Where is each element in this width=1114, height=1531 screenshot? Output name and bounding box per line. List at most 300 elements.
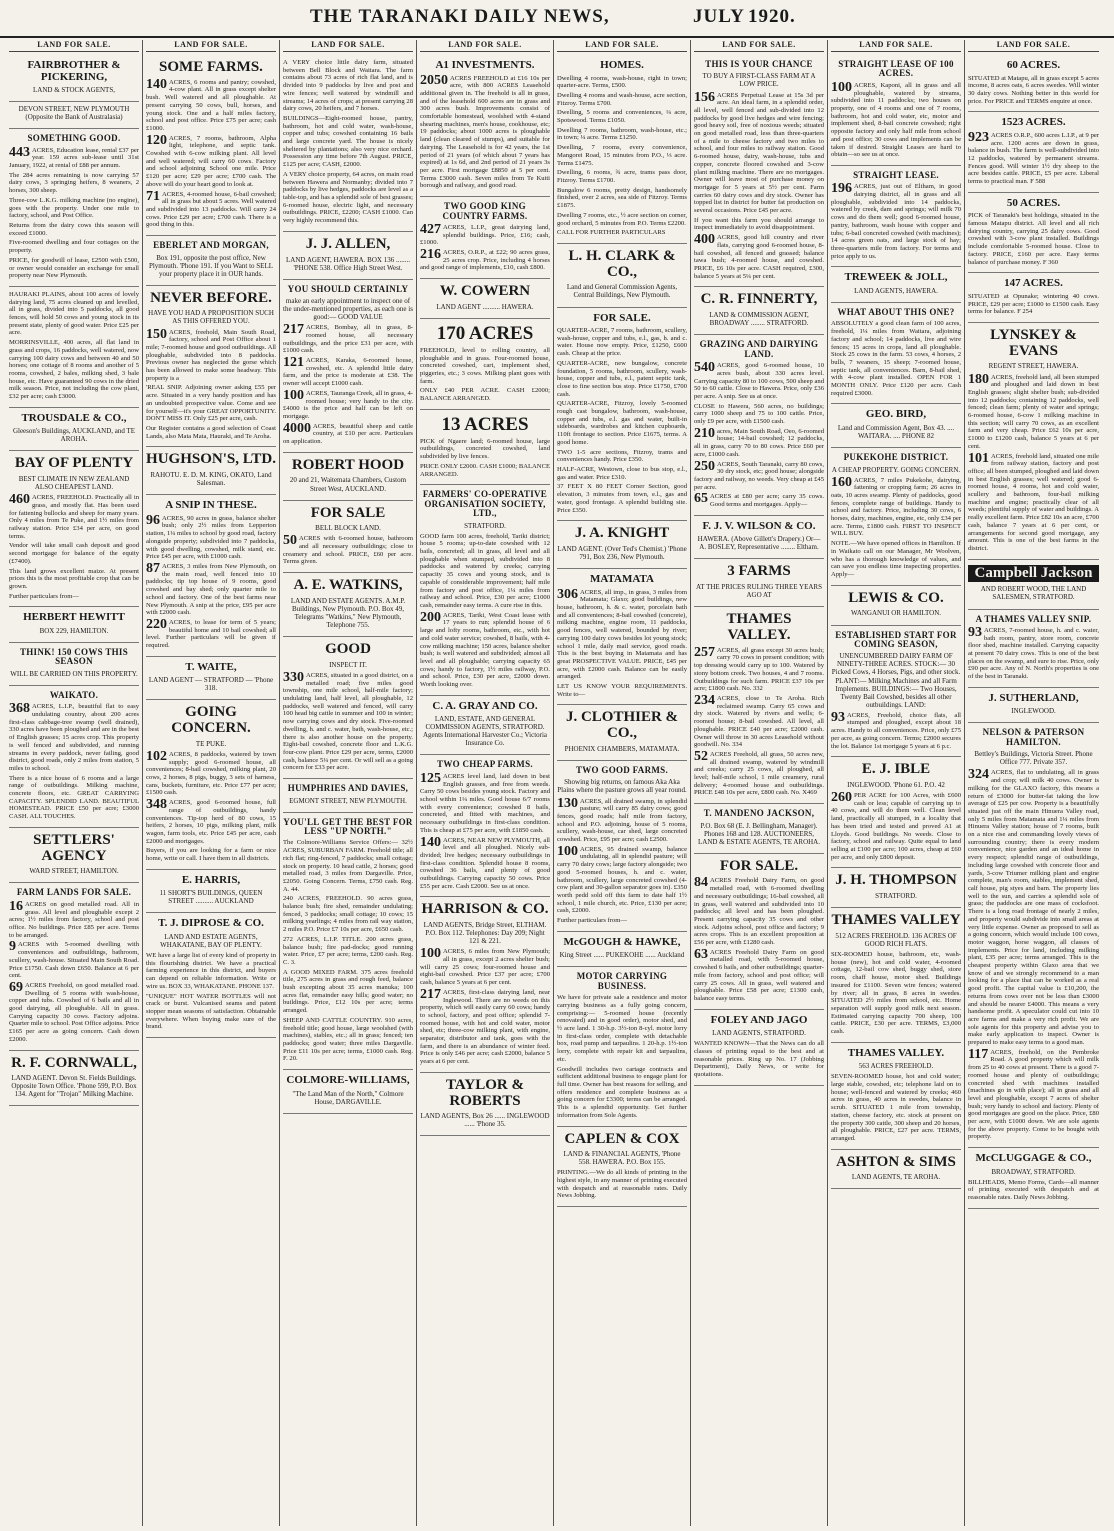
ad-paragraph: [9, 257, 139, 280]
ad-text: SEVEN-ROOMED house, hot and cold water; large stable, cowshed, etc; telephone laid on to house; well-fenced and watered by creeks; 460 acres in grass, 40 acres in swedes, balance in scrub. SITUATED 1 mile from township, station, cheese factory, etc. stock at present on the property 300 cattle, 300 sheep and 20 horses, all ploughable. PRICE, £27 per acre. TERMS, arranged.: [831, 1073, 961, 1142]
ad-paragraph: [968, 129, 1099, 186]
ad-text: ACRES Freehold Dairy Farm, on good metalled road, with 6-roomed dwelling and necessary outbuildings; 16-bail cowshed, all in grass, well watered and subdivided into 10 paddocks; all level and has been ploughed. Present carrying capacity 35 cows and other stock. Adjoins school, post office and factory; 9 acres crops. This is an excellent proposition at £56 per acre, with £1280 cash.: [694, 877, 824, 947]
ad-text: SHEEP AND CATTLE COUNTRY. 910 acres, freehold title; good house, large woolshed (with machines), stables, etc.; all in grass; fenced; ten paddocks; good water; three miles Dargaville. Price £11 10s per acre; terms, £1000 cash. Reg. F. 20.: [283, 1016, 413, 1063]
ad-paragraph: [420, 463, 550, 478]
advertisement: [831, 404, 961, 448]
ad-subtitle: REGENT STREET, HAWERA.: [988, 362, 1079, 371]
ad-text: PICK of Ngaere land; 6-roomed house, large outbuildings, concreted cowshed, land subdivided by live fences.: [420, 437, 550, 461]
ad-text: BILLHEADS, Memo Forms, Cards—all manner of printing executed with despatch and at reasonable rates. Daily News Jobbing.: [968, 1178, 1099, 1202]
ad-text: ACRES, to lease for term of 5 years; beautiful home and 10 bail cowshed; all level. Further particulars will be given if required.: [146, 618, 276, 650]
ad-subtitle: LAND AGENT — STRATFORD — 'Phone 318.: [148, 676, 274, 693]
ad-paragraph: [283, 669, 413, 772]
advertisement: [968, 723, 1099, 1148]
ad-title: FOR SALE: [310, 504, 386, 521]
column-8: [965, 40, 1102, 1526]
ad-subtitle: LAND & STOCK AGENTS,: [33, 86, 115, 95]
ad-title: HERBERT HEWITT: [23, 611, 125, 624]
ad-paragraph: [9, 494, 139, 540]
column-5: [554, 40, 691, 1526]
acreage-figure: 400: [694, 232, 715, 248]
ad-text: ACRES Freehold Dairy Farm on good metalled road, with 5-roomed house, cowshed 6 bails, and other outbuildings; quarter-mile from factory, school and post office; will carry 25 cows. All in grass, well watered and ploughable. Price £58 per acre; £1300 cash, balance easy terms.: [694, 948, 824, 1002]
ad-title: SOMETHING GOOD.: [27, 133, 121, 144]
ad-text: ACRES on good metalled road. All in grass. All level and ploughable except 2 acres; 1½ miles from factory, school and post office. No buildings. Price £85 per acre. Terms to be arranged.: [9, 900, 139, 939]
ad-title: 170 ACRES: [436, 322, 534, 344]
ad-paragraph: [557, 212, 687, 227]
ad-text: SITUATED at Opunake; wintering 40 cows. PRICE, £29 per acre; £1000 to £1500 cash. Easy terms for balance. F 254: [968, 292, 1099, 316]
ad-paragraph: [9, 197, 139, 220]
ad-text: Dwelling 4 rooms, wash-house, right in town; quarter-acre. Terms, £500.: [557, 74, 687, 90]
ad-subtitle: BEST CLIMATE IN NEW ZEALAND ALSO CHEAPEST LAND.: [18, 475, 130, 492]
masthead-month: JULY: [693, 6, 745, 27]
ad-paragraph: [694, 946, 824, 1003]
ad-text: ONLY £40 PER ACRE. CASH £2000; BALANCE ARRANGED.: [420, 387, 550, 403]
advertisement: [557, 55, 687, 244]
ad-paragraph: [420, 533, 550, 610]
advertisement: [420, 755, 550, 897]
ad-subtitle: STRATFORD.: [875, 892, 917, 901]
ad-title: W. COWERN: [439, 283, 531, 300]
ad-text: LET US KNOW YOUR REQUIREMENTS. Write to—: [557, 683, 687, 698]
ad-paragraph: [146, 326, 276, 383]
ad-title: HARRISON & CO.: [421, 901, 549, 918]
advertisement: [146, 913, 276, 1038]
advertisement: [283, 1070, 413, 1114]
ad-title: McGOUGH & HAWKE,: [563, 935, 681, 948]
ad-text: Further particulars from—: [557, 917, 627, 925]
ad-paragraph: [283, 115, 413, 169]
ad-paragraph: [694, 425, 824, 459]
ad-text: Dwelling, 5 rooms and conveniences, ¼ acre, Spotswood. Terms £1050.: [557, 109, 687, 125]
ad-text: 'REAL SNIP. Adjoining owner asking £55 per acre. Situated in a very handy position and has an undoubted prospective value. Come and see for yourself—it's your GREAT OPPORTUNITY. DON'T MISS IT. Only £25 per acre, cash.: [146, 384, 276, 423]
ad-title: J. J. ALLEN,: [305, 235, 391, 252]
acreage-figure: 923: [968, 129, 989, 145]
ad-subtitle: LAND AGENT. (Over Ted's Chemist.) 'Phone 791, Box 236, New Plymouth.: [557, 544, 687, 562]
acreage-figure: 234: [694, 692, 715, 708]
ad-text: QUARTER-ACRE, Fitzroy, lovely 5-roomed rough cast bungalow, bathroom, wash-house, copper and tubs, e.l. gas and water, built-in sideboards, wardrobes and kitchen cupboards, 110ft frontage to section. Price £1675, terms. A good home.: [557, 400, 687, 446]
ad-paragraph: [146, 952, 276, 991]
ad-title: A THAMES VALLEY SNIP.: [975, 613, 1092, 624]
advertisement: [968, 688, 1099, 724]
ad-paragraph: [557, 1066, 687, 1120]
acreage-figure: 93: [831, 709, 845, 725]
advertisement: [420, 55, 550, 197]
ad-title: A SNIP IN THESE.: [165, 499, 257, 512]
acreage-figure: 210: [694, 425, 715, 441]
ad-text: 272 ACRES, L.I.P. TITLE. 200 acres grass, balance bush; fire pad-docks; good running water. Price, £7 per acre; terms, £200 cash. Reg. C. 3.: [283, 935, 413, 966]
advertisement: [557, 1127, 687, 1208]
ad-title: A1 INVESTMENTS.: [435, 59, 535, 71]
ad-subtitle: WILL BE CARRIED ON THIS PROPERTY.: [10, 669, 138, 678]
advertisement: [146, 657, 276, 701]
ad-paragraph: [557, 466, 687, 481]
acreage-figure: 368: [9, 701, 30, 717]
ad-text: ACRES, flat to undulating, all in grass and crop; will milk 40 cows. Owner is milking for the GLAXO factory, this means a return of £3000 for butter-fat taking the low average of £25 per cow. Property is a beautifully situated just off the main Hinuera Valley road, only 5 miles from Matamata and 1¼ miles from Hinuera Valley station; house of 7 rooms, built on a nice rise and commanding lovely views of surrounding country; there is every modern convenience, nice garden and an ideal home in every respect; splendid range of outbuildings, including large cowshed with concrete floor and yards, 3-cow Triumer milking plant and engine complete, man's room, stables, implement shed, calf house, pig styes and barn. The property lies well to the sun, and carries a splendid sole of grass; the paddocks are one mass of cocksfoot. There is a long road frontage of nearly 2 miles, and property would subdivide into small areas at very little expense. Owner as proposed to sell as a going concern, which would include 100 cows, motor waggon, horse waggon, all classes of implements. Price for land, including milking plant, £35 per acre; terms arranged. This is the cheapest property within Glaxo area that we know of and we strongly recommend to a man looking for a place that can be worked as a real good profit. The capital value is £10,200, the returns from cows over not be less than £3000 and should be nearer £4000. This means a very handsome profit. A speculator could cut into 10 acre farms and make a very rich profit. We are sole agents for this property and advise you to make early application to inspect. Owner is prepared to make easy terms to a good man.: [968, 769, 1099, 1047]
ad-subtitle: LAND & FINANCIAL AGENTS, 'Phone 558. HAWERA. P.O. Box 155.: [563, 1150, 681, 1167]
ad-text: Our Register contains a good selection of Coast Lands, also Mata Mata, Hauraki, and Te Aroha.: [146, 424, 276, 440]
ad-text: ACRES, 4-roomed house, 6-bail cowshed; all in grass but about 5 acres. Well watered and subdivided into 13 paddocks. Will carry 24 cows. Price £29 per acre; £700 cash. There is a good thing in this.: [146, 190, 276, 229]
advertisement: [968, 1148, 1099, 1209]
ad-paragraph: [9, 144, 139, 170]
ad-paragraph: [694, 493, 824, 508]
ad-text: ACRES, 6 rooms and pantry; cowshed, 4-cow plant. All in grass except shelter bush. Well watered and all ploughable. At present carrying 50 cows, bull, horses, and young stock. One and a half miles factory, school and post office. Price £75 per acre; cash £1000.: [146, 78, 276, 132]
advertisement: [9, 686, 139, 828]
ad-text: ACRES, Freehold, choice flats, all stumped and ploughed, except about 18 acres. Handy to all conveniences. Price, only £75 per acre, as going concern. Terms; £2000 secures the lot. Balance 1st mortgage 5 years at 6 p.c.: [831, 711, 962, 750]
acreage-figure: 96: [146, 512, 160, 528]
ad-paragraph: [283, 969, 413, 1015]
ad-text: ACRES level land, laid down in best English grasses, and free from weeds. Carry 50 cows besides young stock. Factory and school within 1¼ miles. Good house 6/7 rooms with every convenience; cowshed 8 bails, concreted, and fitted with machines, and necessary outbuildings in first-class condition. This is cheap at £75 per acre, with £1850 cash.: [420, 772, 550, 834]
advertisement: [557, 521, 687, 569]
advertisement: [420, 410, 550, 485]
column-header: LAND FOR SALE.: [831, 40, 961, 52]
ad-title: THAMES VALLEY.: [847, 1046, 945, 1059]
advertisement: [694, 335, 824, 516]
ad-title: THAMES VALLEY.: [726, 611, 792, 644]
ad-paragraph: [283, 171, 413, 225]
acreage-figure: 540: [694, 360, 715, 376]
ad-paragraph: [283, 387, 413, 421]
ad-title: STRAIGHT LEASE.: [853, 169, 939, 180]
ad-paragraph: [9, 941, 139, 980]
ad-text: NOTE.—We have opened offices in Hamilton. If in Waikato call on our Manager, Mr Woolven, who has a thorough knowledge of values, and can save you endless time inspecting properties. Apply—: [831, 540, 961, 578]
ad-text: Dwelling, 7 rooms, every convenience, Mangorei Road, 15 minutes from P.O., ⅓ acre. Terms £1475.: [557, 144, 687, 167]
acreage-figure: 130: [557, 795, 578, 811]
ad-subtitle: PHOENIX CHAMBERS, MATAMATA.: [564, 744, 680, 753]
advertisement: [9, 408, 139, 452]
ad-text: 37 FEET X 80 FEET Corner Section, good elevation, 3 minutes from town, e.l., gas and water, good frontage. A splendid building site. Price £350.: [557, 483, 687, 514]
ad-subtitle: TE PUKE.: [195, 739, 227, 748]
acreage-figure: 100: [831, 79, 852, 95]
ad-subtitle: BELL BLOCK LAND.: [315, 524, 381, 533]
ad-title: FOLEY AND JAGO: [710, 1013, 808, 1026]
ad-subtitle: EGMONT STREET, NEW PLYMOUTH.: [289, 796, 407, 805]
ad-text: ACRES, freehold, Main South Road, factory, school and Post Office about 1 mile; 7-roomed house and good outbuildings. All ploughable, subdivided into 8 paddocks. Previous owner has neglected the gorse which has been allowed to make some headway. This property is a: [146, 328, 276, 382]
acreage-figure: 4000: [283, 420, 311, 436]
ad-subtitle: LAND AGENT. Devon St. Fields Buildings. Opposite Town Office. 'Phone 599, P.O. Box 134. Agent for "Trojan" Milking Machine.: [11, 1074, 137, 1099]
ad-paragraph: [557, 144, 687, 167]
ad-paragraph: [9, 222, 139, 237]
ad-title: MATAMATA: [590, 573, 654, 586]
ad-text: ACRES, good 6-roomed house, 10 acres bush, about 330 acres level. Carrying capacity 80 to 100 cows, 500 sheep and 50 to 60 cattle. Close to Hawera. Price, only £36 per acre. A snip. See us at once.: [694, 362, 824, 400]
ad-subtitle: LAND, ESTATE, AND GENERAL COMMISSION AGENTS, STRATFORD. Agents International Harvester Co.; Victoria Insurance Co.: [422, 715, 548, 748]
ad-text: ACRES, 7 rooms, bathroom, Alpha light, telephone, and septic tank. Cowshed with 6-cow milking plant. All level and well watered; will carry 60 cows. Factory and school adjoining School one mile. Price £120 per acre; £29 per acre; £700 cash. The above will do your heart good to look at.: [146, 134, 276, 188]
ad-title: C. A. GRAY AND CO.: [432, 699, 538, 712]
advertisement: [283, 501, 413, 574]
ad-subtitle: LAND AGENTS, Box 26 ...... INGLEWOOD ...... 'Phone 35.: [420, 1112, 550, 1129]
ad-paragraph: [420, 221, 550, 247]
ad-title: CAPLEN & COX: [564, 1130, 680, 1147]
ad-paragraph: [9, 239, 139, 254]
ad-paragraph: [283, 1017, 413, 1063]
advertisement: [146, 495, 276, 657]
column-header: LAND FOR SALE.: [283, 40, 413, 52]
advertisement: [283, 232, 413, 280]
ad-title: MOTOR CARRYING BUSINESS.: [576, 971, 668, 991]
ad-text: Dwelling 7 rooms, etc., ½ acre section on corner, good orchard, 5 minutes from P.O. Terms £2200.: [557, 211, 687, 227]
acreage-figure: 160: [831, 474, 852, 490]
ad-paragraph: [968, 1179, 1099, 1202]
acreage-figure: 324: [968, 767, 989, 783]
advertisement: [831, 1043, 961, 1150]
ad-paragraph: [694, 877, 824, 946]
acreage-figure: 120: [146, 132, 167, 148]
advertisement: [557, 244, 687, 308]
acreage-figure: 180: [968, 371, 989, 387]
ad-title: TWO GOOD KING COUNTRY FARMS.: [442, 201, 528, 221]
ad-subtitle: Land and Commission Agent, Box 43. .... WAITARA. .... PHONE 82: [837, 423, 955, 441]
ad-text: ACRES, freehold, on the Pembroke Road. A good property which will milk from 25 to 40 cows at present. There is a good 7-roomed house and plenty of outbuildings; concreted shed with machines installed (machines go in with place); all in grass and all level and ploughable, except 7 acres of shelter bush; very handy to school and factory. Plenty of good mortgages are good on the place. Price, £80 per acre, with £1000 down. We are sole agents for the above property. Come to be bought with property.: [968, 1048, 1099, 1141]
ad-title: FARMERS' CO-OPERATIVE ORGANISATION SOCIETY, LTD.,: [422, 489, 548, 519]
ad-subtitle: Showing big returns, on famous Aka Aka Plains where the pasture grows all year round.: [557, 778, 687, 795]
ad-text: ACRES, beautiful sheep and cattle country, at £10 per acre. Particulars on application.: [283, 422, 413, 446]
advertisement: [283, 453, 413, 501]
advertisement: [283, 779, 413, 812]
acreage-figure: 2050: [420, 72, 448, 88]
column-2: [143, 40, 280, 1526]
column-7: [828, 40, 965, 1526]
ad-subtitle: LAND AND ESTATE AGENTS, WHAKATANE, BAY OF PLENTY.: [160, 932, 262, 949]
acreage-figure: 217: [283, 322, 304, 338]
advertisement: [694, 55, 824, 287]
ad-paragraph: [146, 76, 276, 133]
column-header: LAND FOR SALE.: [694, 40, 824, 52]
ad-text: ACRES, L.I.P., beautiful flat to easy undulating country, about 200 acres first-class cabbage-tree swamp (well drained), 330 acres have been ploughed and are in the best of English grasses; 15 acres crop. This property is well fenced and subdivided, and running streams in every paddock, never failing, good district, good roads, only 2 miles from station, 5 miles to school.: [9, 703, 139, 772]
ad-title: HUGHSON'S, LTD.: [146, 451, 276, 468]
ad-paragraph: [694, 1040, 824, 1079]
ad-paragraph: [557, 187, 687, 210]
ad-title: HOMES.: [600, 59, 644, 71]
ad-paragraph: [831, 1073, 961, 1142]
acreage-figure: 125: [420, 770, 441, 786]
ad-text: Vendor will take small cash deposit and good second mortgage for balance of the equity (£7400).: [9, 542, 139, 565]
advertisement: [146, 700, 276, 869]
advertisement: [283, 637, 413, 779]
acreage-figure: 100: [283, 387, 304, 403]
advertisement: [831, 55, 961, 166]
ad-title: 50 ACRES.: [1006, 196, 1061, 209]
ad-paragraph: [968, 769, 1099, 1046]
advertisement: [9, 883, 139, 1050]
ad-text: A VERY choice little dairy farm, situated between Bell Block and Waitara. The farm contains about 73 acres of rich flat land, and is divided into 9 paddocks by live and post and wire fences; well watered by windmill and streams; 14 acres of crops; at present carrying 28 dairy cows, 20 heifers, and 7 horses.: [283, 59, 413, 113]
acreage-figure: 93: [968, 624, 982, 640]
ad-text: WE have a large list of every kind of property in this flourishing district. We have a practical farming experience in this district, and buyers can depend on reliable information. Write or wire us. BOX 33, WHAKATANE. PHONE 137.: [146, 952, 276, 990]
ad-text: ACRES, just out of Eltham, in good dairying district, all in grass and all ploughable, subdivided into 14 paddocks, watered by creek, dam and springs; will milk 70 cows and do them well; good 6-roomed house, pantry, bathroom, wash house with copper and tubs; 6-bail concreted cowshed (with machines); 14 acres green oats, and large stock of hay; three-quarters mile from factory. For terms and price apply to us.: [831, 183, 961, 260]
advertisement: [420, 1073, 550, 1137]
ad-subtitle: LAND AGENT, HAWERA. BOX 136 ........ 'PHONE 538. Office High Street West.: [286, 255, 410, 272]
ad-paragraph: [146, 560, 276, 617]
ad-title: WAIKATO.: [49, 689, 99, 700]
ad-subtitle: A CHEAP PROPERTY. GOING CONCERN.: [831, 465, 961, 474]
ad-title: LEWIS & CO.: [848, 589, 944, 606]
ad-paragraph: [831, 951, 961, 1036]
ad-text: ACRES, 7 miles Pukekohe, dairying, fattening or cropping farm; 26 acres in oats, 10 acres swamp. Plenty of paddocks, good fences, complete range of buildings. Handy to school and factory. Price, including 30 cows, 6 horses, dairy, machines, engine, etc, only £34 per acre. Terms, £1800 cash. FIRST TO INSPECT WILL BUY.: [831, 476, 961, 538]
ad-paragraph: [146, 512, 276, 561]
ad-title: EBERLET AND MORGAN,: [153, 240, 269, 251]
advertisement: [9, 1051, 139, 1107]
advertisement: [9, 607, 139, 643]
advertisement: [420, 279, 550, 319]
ad-text: ACRES, 3 miles from New Plymouth, on the main road, well fenced into 10 paddocks; tip top house of 9 rooms, good cowshed and bay shed; only quarter mile to school and factory. One of the best farms near New Plymouth. A snip at the price, £95 per acre with £2000 cash.: [146, 562, 276, 617]
ad-text: A VERY choice property, 64 acres, on main road between Hawera and Normanby; divided into 7 paddocks by live hedges, paddocks are level as a table-top, and has a splendid sole of best grasses; 6-roomed house, electric light, and necessary outbuildings. PRICE, £2200; CASH £1000. Can very highly recommend this.: [283, 170, 413, 225]
ad-paragraph: [420, 249, 550, 272]
acreage-figure: 84: [694, 875, 708, 891]
ad-text: Three-cow L.K.G. milking machine (no engine), goes with the property. Under one mile to factory, school, and Post Office.: [9, 196, 139, 220]
ad-text: ACRES Freehold, on good metalled road. Dwelling of 5 rooms with wash-house, copper and tubs. Cowshed of 6 bails and all in good dairying, all ploughable. All in grass. Carrying capacity 30 cows. Factory adjoins. Quarter mile to school. Post Office adjoins. Price £165 per acre as going concern. Cash down £2000.: [9, 981, 139, 1043]
ad-paragraph: [9, 979, 139, 1044]
column-6: [691, 40, 828, 1526]
ad-text: ACRES, 6 miles from New Plymouth; all in grass, except 2 acres shelter bush; will carry 25 cows; four-roomed house and eight-bail cowshed. Price £37 per acre; £700 cash, balance 5 years at 6 per cent.: [420, 948, 550, 987]
advertisement: [694, 516, 824, 560]
ad-text: ACRES, 8 paddocks, watered by town supply; good 6-roomed house, all conveniences; 8-bail cowshed, milking plant, 20 cows, 2 horses, 8 pigs, buggy, 3 sets of harness, cans, buckets, furniture, etc. Price £77 per acre; £1500 cash.: [146, 750, 276, 797]
ad-title: Campbell Jackson: [968, 565, 1099, 583]
ad-text: ACRES, situated in a good district, on a metalled road; five miles good township, one mile school, half-mile factory; undulating land, half level, all ploughable, 12 paddocks, well watered and fenced, will carry 100 head big cattle in summer and 100 in winter; now carrying cows and dry stock. Five-roomed dwelling, h. and c. water, bath, wash-house, etc.; there is also another house on the property. Eight-bail cowshed, concrete floor and L.K.G. four-cow plant. Price £29 per acre, terms, £2000 cash, balance 5¼ per cent. Or will sell as a going concern for £33 per acre.: [283, 671, 413, 772]
ad-paragraph: [146, 847, 276, 862]
masthead-year: 1920.: [748, 6, 796, 27]
ad-subtitle: Box 191, opposite the post office, New Plymouth. 'Phone 191. If you Want to SELL your property place it in OUR hands.: [148, 253, 274, 278]
ad-text: Dwelling 4 rooms and wash-house, acre section, Fitzroy. Terms £700.: [557, 91, 687, 107]
ad-text: Goodwill includes two cartage contracts and sufficient additional business to engage plant for full time. Owner has best reasons for selling, and offers residence and complete business as a going concern for £3300; terms can be arranged. This is a splendid opportunity. Get further information from Sole Agents.: [557, 1065, 687, 1119]
ad-title: GOOD: [325, 641, 371, 658]
ad-subtitle: LAND AGENTS, HAWERA.: [854, 286, 938, 295]
acreage-figure: 117: [968, 1046, 989, 1062]
ad-paragraph: [557, 483, 687, 514]
ad-title: T. J. DIPROSE & CO.: [158, 917, 264, 930]
ad-paragraph: [420, 347, 550, 386]
ad-paragraph: [968, 371, 1099, 451]
ad-paragraph: [694, 458, 824, 492]
ad-paragraph: [9, 775, 139, 821]
ad-title: FOR SALE.: [719, 857, 799, 874]
ad-paragraph: [420, 609, 550, 689]
ad-paragraph: [9, 172, 139, 195]
advertisement: [557, 761, 687, 932]
ad-text: Five-roomed dwelling and four cottages on the property.: [9, 239, 139, 255]
ad-text: Further particulars from—: [9, 592, 79, 600]
ad-title: TROUSDALE & CO.,: [21, 411, 127, 424]
acreage-figure: 216: [420, 247, 441, 263]
ad-subtitle: 20 and 21, Waitemata Chambers, Custom Street West, AUCKLAND.: [289, 476, 407, 493]
ad-paragraph: [420, 770, 550, 835]
ad-paragraph: [283, 357, 413, 388]
advertisement: [420, 197, 550, 279]
ad-text: GOOD farm 100 acres, freehold, Tariki district; house 5 rooms; up-to-date cowshed with 12 bails, concreted; all in grass, all level and all ploughable when stumped, subdivided into 8 paddocks and watered by creeks; carrying capacity 35 cows and young stock, and is capable of considerable improvement; half mile from factory and post office, 1¼ miles from railway and school. Price, £30 per acre; £1000 cash, remainder easy terms. A cure rise in this.: [420, 532, 550, 609]
advertisement: [146, 870, 276, 914]
advertisement: [694, 1010, 824, 1086]
acreage-figure: 69: [9, 979, 23, 995]
ad-paragraph: [283, 895, 413, 934]
advertisement: [831, 267, 961, 303]
ad-paragraph: [283, 420, 413, 446]
ad-title: FOR SALE.: [593, 311, 651, 324]
ad-text: ACRES, close to Te Aroha. Rich reclaimed swamp. Carry 65 cows and dry stock. Watered by rivers and wells; 6-roomed house; 8-bail cowshed. All level, all ploughable. PRICE £40 per acre; £2000 cash. Owner will throw in 30 acres Leasehold without goodwill. No. 334: [694, 694, 824, 749]
ad-paragraph: [694, 403, 824, 426]
ad-text: MORRINSVILLE, 400 acres, all flat land in grass and crops, 16 paddocks, well watered, now carrying 100 dairy cows and between 40 and 50 horses; one cottage of 8 rooms and another of 5 rooms, cowshed, 2 bales, milking shed, 3 bale house, etc. Have guaranteed 90 cows in the dried milk season. Price, not including the cow plant, £32 per acre; cash £3000.: [9, 339, 139, 401]
ad-paragraph: [831, 474, 961, 539]
advertisement: [146, 447, 276, 495]
ad-text: ACRES, Tauranga Creek, all in grass, 4-roomed house; very handy to the city. £4000 is the price and half can be left on mortgage.: [283, 389, 413, 420]
ad-title: GRAZING AND DAIRYING LAND.: [699, 339, 819, 359]
ad-title: THINK! 150 COWS THIS SEASON: [19, 646, 129, 667]
ad-paragraph: [557, 449, 687, 464]
ad-text: TWO 1-5 acre sections, Fitzroy, trams and conveniences handy. Price £350.: [557, 448, 687, 464]
ad-paragraph: [968, 624, 1099, 681]
ad-paragraph: [968, 293, 1099, 316]
ad-title: 60 ACRES.: [1006, 59, 1061, 71]
ad-subtitle: 11 SHORT'S BUILDINGS, QUEEN STREET .......... AUCKLAND: [159, 889, 263, 906]
acreage-figure: 102: [146, 748, 167, 764]
ad-subtitle: King Street ...... PUKEKOHE ...... Auckland: [559, 951, 685, 960]
advertisement: [420, 897, 550, 1072]
ad-subtitle: WARD STREET, HAMILTON.: [29, 867, 119, 876]
ad-title: J. SUTHERLAND,: [988, 691, 1079, 704]
ad-title: 13 ACRES: [441, 413, 529, 435]
ad-text: ACRES, all grass except 30 acres bush; carry 70 cows in present condition; with top dressing would carry up to 100. Watered by stony bottom creek. Two houses, 4 and 7 rooms. Outbuildings for such farm. PRICE £37 10s per acre; £1800 cash. No. 332: [694, 646, 824, 693]
ad-text: The Colmore-Williams Service Offers:— 32½ ACRES, SUBURBAN FARM. Freehold title; all rich flat; ring-fenced, 7 paddocks; small cottage; stock on property. 10 head cattle, 2 horses; good metalled road, 3 miles from Dargaville. Price, £2050. Going Concern. Terms, £750 cash. Reg. A. 44.: [283, 839, 413, 893]
ad-paragraph: [694, 217, 824, 232]
advertisement: [968, 610, 1099, 688]
ad-subtitle: RAHOTU. E. D. M. KING, OKATO, Land Salesman.: [150, 471, 272, 488]
ad-paragraph: [420, 72, 550, 191]
ad-paragraph: [420, 438, 550, 461]
ad-title: J. CLOTHIER & CO.,: [565, 709, 679, 742]
advertisement: [283, 280, 413, 453]
advertisement: [146, 55, 276, 236]
ad-paragraph: [694, 362, 824, 401]
ad-paragraph: [557, 586, 687, 681]
ad-paragraph: [146, 748, 276, 797]
ad-title: YOU'LL GET THE BEST FOR LESS "UP NORTH.": [283, 816, 413, 836]
ad-text: HALF-ACRE, Westown, close to bus stop, e.l., gas and water. Price £310.: [557, 466, 687, 481]
ad-subtitle: "The Land Man of the North," Colmore House, DARGAVILLE.: [292, 1089, 404, 1106]
ad-text: ACRES, NEAR NEW PLYMOUTH, all level and all ploughed. Nicely sub-divided; live hedges; necessary outbuildings in first-class condition. Splendid house 8 rooms, cowshed 36 bails, and plenty of good outbuildings. Carrying capacity 50 cows. Price £55 per acre. Cash £2000. See us at once.: [420, 836, 550, 890]
advertisement: [9, 828, 139, 884]
ad-text: 240 ACRES, FREEHOLD. 90 acres grass, balance bush; fire shed, remainder undulating; fenced, 3 paddocks; small cottage; 10 cows; 15 milking yearlings; 4 miles from rail way station, 2 miles P.O. Price £7 10s per acre, £650 cash.: [283, 895, 413, 934]
advertisement: [9, 451, 139, 607]
ad-text: HAURAKI PLAINS, about 100 acres of lovely dairying land, 75 acres cleaned up and levelled, all in grass, divided into 5 paddocks, all good fences, will hold 50 cows and young stock in its present state, plenty of good water. Price £25 per acre.: [9, 290, 139, 337]
ad-title: 3 FARMS: [727, 563, 791, 580]
ad-paragraph: [146, 384, 276, 423]
ad-text: ACRES, 7-roomed house, h. and c. water, bath room, pantry, store room, concrete floor shed, machine installed. Carrying capacity at present 70 dairy cows. This is one of the best places on the swamp, and sure to rise. Price, only £90 per acre. Any of N. North's properties is one of the best in Taranaki.: [968, 626, 1099, 681]
ad-paragraph: [9, 703, 139, 772]
column-header: LAND FOR SALE.: [420, 40, 550, 52]
ad-title: L. H. CLARK & CO.,: [568, 247, 676, 280]
ad-title: 147 ACRES.: [1004, 277, 1063, 290]
ad-text: ACRES, South Taranaki, carry 80 cows, 30 dry stock, etc; good house; alongside factory and railway, no weeds. Very cheap at £45 per acre.: [694, 460, 824, 491]
ad-text: QUARTER-ACRE, 7 rooms, bathroom, scullery, wash-house, copper and tubs, e.l., gas, h. and c. water. House now empty. Price, £1250, £600 cash. Cheap at the price.: [557, 327, 687, 358]
ad-text: BUILDINGS—Eight-roomed house, pantry, bathroom, hot and cold water, wash-house, copper and tubs; cowshed containing 16 bails and large concrete yard. The house is nicely sheltered by plantations; also very nice orchard. Possession any time before 7th August. PRICE, £125 per acre; CASH, £2000.: [283, 114, 413, 169]
acreage-figure: 260: [831, 790, 852, 806]
ad-paragraph: [968, 450, 1099, 553]
ad-paragraph: [9, 568, 139, 591]
acreage-figure: 63: [694, 946, 708, 962]
ad-subtitle: HAWERA. (Above Gillett's Drapery.) Or— A. BOSLEY, Representative ........ Eltham.: [697, 535, 821, 552]
ad-title: F. J. V. WILSON & CO.: [702, 519, 816, 532]
advertisement: [968, 323, 1099, 560]
ad-text: There is a nice house of 6 rooms and a large range of outbuildings. Milking machine, concrete floors, etc. GREAT CARRYING CAPACITY. SPLENDID LAND. BEAUTIFUL HOMESTEAD. PRICE £50 per acre; £3000 CASH. ALL TOUCHES.: [9, 774, 139, 821]
advertisement: [146, 236, 276, 286]
ad-paragraph: [557, 127, 687, 142]
acreage-figure: 140: [146, 76, 167, 92]
acreage-figure: 87: [146, 560, 160, 576]
ad-text: If you want this farm you should arrange to inspect immediately to avoid disappointment.: [694, 216, 824, 232]
ad-title: NELSON & PATERSON HAMILTON.: [982, 727, 1085, 747]
ad-subtitle: WANGANUI OR HAMILTON.: [850, 609, 942, 618]
advertisement: [831, 303, 961, 404]
ad-paragraph: [968, 75, 1099, 106]
ad-text: Dwelling, 6 rooms, ¾ acre, trams pass door, Fitzroy. Terms £1700.: [557, 169, 687, 184]
ad-text: ACRES Freehold, all grass, 50 acres new, all drained swamp, watered by windmill and creeks; carry 25 cows, all ploughed, all level; half-mile school, 1 mile creamery, rural delivery; 4-roomed house and outbuildings. PRICE £48 10s per acre, £800 cash. No. X469: [694, 750, 824, 797]
advertisement: [9, 55, 139, 102]
ad-paragraph: [557, 917, 687, 925]
